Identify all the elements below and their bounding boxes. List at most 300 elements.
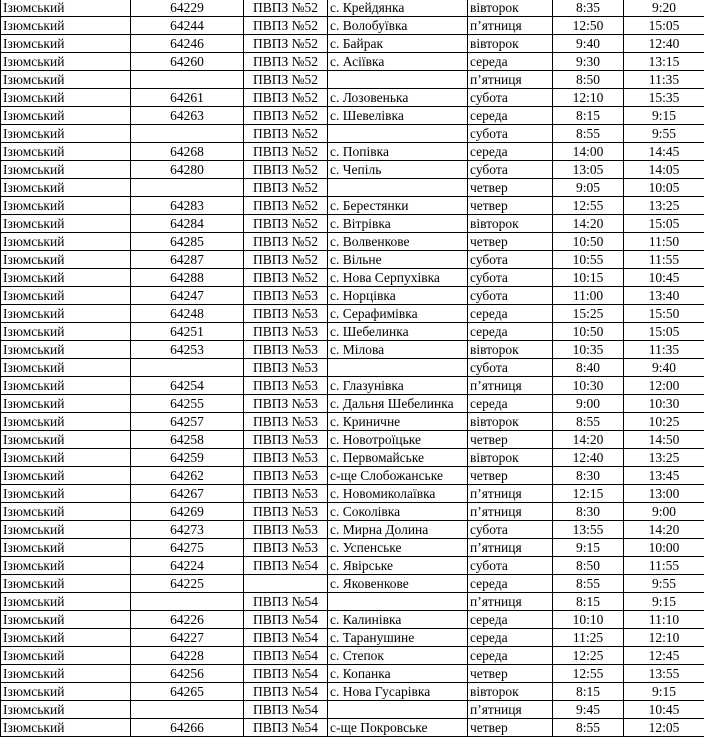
end-time-cell: 12:40 xyxy=(624,35,704,53)
start-time-cell: 10:15 xyxy=(553,269,624,287)
start-time-cell: 12:40 xyxy=(553,449,624,467)
start-time-cell: 8:30 xyxy=(553,503,624,521)
table-row xyxy=(1,53,704,71)
start-time-cell: 10:50 xyxy=(553,323,624,341)
postal-index-cell: 64269 xyxy=(131,503,244,521)
start-time-cell: 8:55 xyxy=(553,413,624,431)
village-cell: с. Попівка xyxy=(328,143,468,161)
table-row xyxy=(1,647,704,665)
start-time-cell: 8:50 xyxy=(553,557,624,575)
postal-index-cell: 64284 xyxy=(131,215,244,233)
office-cell: ПВПЗ №54 xyxy=(244,701,328,719)
start-time-cell: 8:55 xyxy=(553,575,624,593)
village-cell: с. Волвенкове xyxy=(328,233,468,251)
district-cell: Ізюмський xyxy=(1,683,131,701)
village-cell: с. Серафимівка xyxy=(328,305,468,323)
table-row xyxy=(1,413,704,431)
table-row xyxy=(1,629,704,647)
end-time-cell: 15:05 xyxy=(624,17,704,35)
end-time-cell: 12:10 xyxy=(624,629,704,647)
postal-index-cell: 64253 xyxy=(131,341,244,359)
village-cell: с. Берестянки xyxy=(328,197,468,215)
district-cell: Ізюмський xyxy=(1,629,131,647)
end-time-cell: 14:50 xyxy=(624,431,704,449)
weekday-cell: п’ятниця xyxy=(468,485,553,503)
district-cell: Ізюмський xyxy=(1,503,131,521)
start-time-cell: 12:15 xyxy=(553,485,624,503)
table-row xyxy=(1,359,704,377)
postal-index-cell: 64256 xyxy=(131,665,244,683)
district-cell: Ізюмський xyxy=(1,233,131,251)
village-cell: с. Мирна Долина xyxy=(328,521,468,539)
village-cell: с. Нова Гусарівка xyxy=(328,683,468,701)
end-time-cell: 11:55 xyxy=(624,557,704,575)
district-cell: Ізюмський xyxy=(1,17,131,35)
village-cell: с. Вітрівка xyxy=(328,215,468,233)
office-cell: ПВПЗ №52 xyxy=(244,215,328,233)
district-cell: Ізюмський xyxy=(1,413,131,431)
table-row xyxy=(1,431,704,449)
end-time-cell: 9:20 xyxy=(624,0,704,17)
table-row xyxy=(1,521,704,539)
village-cell xyxy=(328,593,468,611)
village-cell: с. Лозовенька xyxy=(328,89,468,107)
table-row xyxy=(1,17,704,35)
start-time-cell: 10:30 xyxy=(553,377,624,395)
end-time-cell: 11:35 xyxy=(624,71,704,89)
postal-index-cell: 64251 xyxy=(131,323,244,341)
postal-index-cell: 64261 xyxy=(131,89,244,107)
office-cell: ПВПЗ №54 xyxy=(244,665,328,683)
office-cell: ПВПЗ №52 xyxy=(244,53,328,71)
end-time-cell: 13:25 xyxy=(624,449,704,467)
weekday-cell: середа xyxy=(468,575,553,593)
postal-index-cell: 64227 xyxy=(131,629,244,647)
postal-index-cell xyxy=(131,701,244,719)
end-time-cell: 9:40 xyxy=(624,359,704,377)
weekday-cell: четвер xyxy=(468,467,553,485)
table-row xyxy=(1,611,704,629)
start-time-cell: 11:00 xyxy=(553,287,624,305)
district-cell: Ізюмський xyxy=(1,359,131,377)
office-cell: ПВПЗ №54 xyxy=(244,557,328,575)
village-cell: с. Норцівка xyxy=(328,287,468,305)
start-time-cell: 9:15 xyxy=(553,539,624,557)
office-cell: ПВПЗ №53 xyxy=(244,413,328,431)
table-row xyxy=(1,269,704,287)
postal-index-cell: 64263 xyxy=(131,107,244,125)
start-time-cell: 10:35 xyxy=(553,341,624,359)
table-row xyxy=(1,665,704,683)
office-cell: ПВПЗ №54 xyxy=(244,593,328,611)
end-time-cell: 13:15 xyxy=(624,53,704,71)
office-cell: ПВПЗ №53 xyxy=(244,305,328,323)
postal-index-cell: 64265 xyxy=(131,683,244,701)
start-time-cell: 12:25 xyxy=(553,647,624,665)
postal-index-cell: 64244 xyxy=(131,17,244,35)
start-time-cell: 9:45 xyxy=(553,701,624,719)
weekday-cell: вівторок xyxy=(468,413,553,431)
village-cell: с. Вільне xyxy=(328,251,468,269)
end-time-cell: 12:00 xyxy=(624,377,704,395)
village-cell: с. Асіївка xyxy=(328,53,468,71)
table-row xyxy=(1,107,704,125)
start-time-cell: 10:10 xyxy=(553,611,624,629)
postal-index-cell: 64247 xyxy=(131,287,244,305)
village-cell: с. Новотроїцьке xyxy=(328,431,468,449)
weekday-cell: вівторок xyxy=(468,683,553,701)
start-time-cell: 9:05 xyxy=(553,179,624,197)
district-cell: Ізюмський xyxy=(1,0,131,17)
end-time-cell: 15:35 xyxy=(624,89,704,107)
district-cell: Ізюмський xyxy=(1,449,131,467)
weekday-cell: субота xyxy=(468,125,553,143)
table-row xyxy=(1,593,704,611)
start-time-cell: 12:55 xyxy=(553,197,624,215)
village-cell: с. Нова Серпухівка xyxy=(328,269,468,287)
start-time-cell: 14:20 xyxy=(553,215,624,233)
office-cell: ПВПЗ №53 xyxy=(244,323,328,341)
weekday-cell: вівторок xyxy=(468,215,553,233)
village-cell: с. Байрак xyxy=(328,35,468,53)
village-cell: с. Таранушине xyxy=(328,629,468,647)
district-cell: Ізюмський xyxy=(1,125,131,143)
village-cell: с. Чепіль xyxy=(328,161,468,179)
postal-index-cell: 64267 xyxy=(131,485,244,503)
village-cell: с. Яковенкове xyxy=(328,575,468,593)
postal-index-cell: 64287 xyxy=(131,251,244,269)
office-cell: ПВПЗ №52 xyxy=(244,269,328,287)
end-time-cell: 12:05 xyxy=(624,719,704,737)
start-time-cell: 8:55 xyxy=(553,125,624,143)
start-time-cell: 8:15 xyxy=(553,683,624,701)
district-cell: Ізюмський xyxy=(1,557,131,575)
office-cell: ПВПЗ №52 xyxy=(244,251,328,269)
postal-index-cell: 64255 xyxy=(131,395,244,413)
table-row xyxy=(1,701,704,719)
weekday-cell: вівторок xyxy=(468,0,553,17)
postal-index-cell xyxy=(131,179,244,197)
village-cell: с-ще Покровське xyxy=(328,719,468,737)
office-cell: ПВПЗ №53 xyxy=(244,539,328,557)
end-time-cell: 9:15 xyxy=(624,107,704,125)
start-time-cell: 12:55 xyxy=(553,665,624,683)
office-cell: ПВПЗ №53 xyxy=(244,485,328,503)
office-cell: ПВПЗ №53 xyxy=(244,431,328,449)
end-time-cell: 10:25 xyxy=(624,413,704,431)
postal-index-cell: 64262 xyxy=(131,467,244,485)
start-time-cell: 8:55 xyxy=(553,719,624,737)
end-time-cell: 14:20 xyxy=(624,521,704,539)
start-time-cell: 12:10 xyxy=(553,89,624,107)
start-time-cell: 8:15 xyxy=(553,107,624,125)
weekday-cell: субота xyxy=(468,161,553,179)
start-time-cell: 12:50 xyxy=(553,17,624,35)
district-cell: Ізюмський xyxy=(1,467,131,485)
district-cell: Ізюмський xyxy=(1,431,131,449)
village-cell: с. Глазунівка xyxy=(328,377,468,395)
village-cell: с. Успенське xyxy=(328,539,468,557)
weekday-cell: вівторок xyxy=(468,35,553,53)
village-cell: с. Шевелівка xyxy=(328,107,468,125)
table-row xyxy=(1,71,704,89)
start-time-cell: 10:55 xyxy=(553,251,624,269)
end-time-cell: 13:55 xyxy=(624,665,704,683)
weekday-cell: вівторок xyxy=(468,449,553,467)
end-time-cell: 10:00 xyxy=(624,539,704,557)
office-cell: ПВПЗ №54 xyxy=(244,647,328,665)
postal-index-cell: 64275 xyxy=(131,539,244,557)
table-row xyxy=(1,161,704,179)
district-cell: Ізюмський xyxy=(1,611,131,629)
weekday-cell: середа xyxy=(468,611,553,629)
start-time-cell: 8:35 xyxy=(553,0,624,17)
office-cell: ПВПЗ №52 xyxy=(244,107,328,125)
office-cell: ПВПЗ №52 xyxy=(244,143,328,161)
district-cell: Ізюмський xyxy=(1,107,131,125)
district-cell: Ізюмський xyxy=(1,251,131,269)
table-row xyxy=(1,575,704,593)
office-cell: ПВПЗ №53 xyxy=(244,395,328,413)
district-cell: Ізюмський xyxy=(1,269,131,287)
village-cell: с. Шебелинка xyxy=(328,323,468,341)
weekday-cell: четвер xyxy=(468,665,553,683)
village-cell: с. Первомайське xyxy=(328,449,468,467)
village-cell: с. Явірське xyxy=(328,557,468,575)
start-time-cell: 9:40 xyxy=(553,35,624,53)
village-cell: с. Волобуївка xyxy=(328,17,468,35)
end-time-cell: 14:05 xyxy=(624,161,704,179)
postal-index-cell xyxy=(131,71,244,89)
end-time-cell: 13:45 xyxy=(624,467,704,485)
postal-index-cell: 64224 xyxy=(131,557,244,575)
office-cell: ПВПЗ №52 xyxy=(244,161,328,179)
weekday-cell: субота xyxy=(468,521,553,539)
office-cell: ПВПЗ №54 xyxy=(244,683,328,701)
district-cell: Ізюмський xyxy=(1,665,131,683)
end-time-cell: 11:50 xyxy=(624,233,704,251)
table-row xyxy=(1,395,704,413)
office-cell: ПВПЗ №53 xyxy=(244,287,328,305)
district-cell: Ізюмський xyxy=(1,395,131,413)
village-cell: с. Дальня Шебелинка xyxy=(328,395,468,413)
office-cell: ПВПЗ №52 xyxy=(244,0,328,17)
end-time-cell: 10:45 xyxy=(624,701,704,719)
weekday-cell: четвер xyxy=(468,431,553,449)
postal-index-cell: 64285 xyxy=(131,233,244,251)
end-time-cell: 9:15 xyxy=(624,683,704,701)
weekday-cell: середа xyxy=(468,53,553,71)
end-time-cell: 13:00 xyxy=(624,485,704,503)
district-cell: Ізюмський xyxy=(1,593,131,611)
table-row xyxy=(1,305,704,323)
start-time-cell: 14:00 xyxy=(553,143,624,161)
end-time-cell: 14:45 xyxy=(624,143,704,161)
weekday-cell: середа xyxy=(468,629,553,647)
weekday-cell: субота xyxy=(468,557,553,575)
table-row xyxy=(1,215,704,233)
weekday-cell: четвер xyxy=(468,719,553,737)
village-cell: с. Копанка xyxy=(328,665,468,683)
district-cell: Ізюмський xyxy=(1,521,131,539)
postal-index-cell xyxy=(131,359,244,377)
village-cell: с. Крейдянка xyxy=(328,0,468,17)
weekday-cell: п’ятниця xyxy=(468,377,553,395)
office-cell: ПВПЗ №53 xyxy=(244,359,328,377)
start-time-cell: 13:05 xyxy=(553,161,624,179)
district-cell: Ізюмський xyxy=(1,179,131,197)
district-cell: Ізюмський xyxy=(1,53,131,71)
district-cell: Ізюмський xyxy=(1,287,131,305)
office-cell: ПВПЗ №52 xyxy=(244,89,328,107)
end-time-cell: 9:55 xyxy=(624,125,704,143)
start-time-cell: 9:30 xyxy=(553,53,624,71)
postal-index-cell: 64266 xyxy=(131,719,244,737)
table-row xyxy=(1,485,704,503)
village-cell: с. Калинівка xyxy=(328,611,468,629)
end-time-cell: 9:55 xyxy=(624,575,704,593)
table-row xyxy=(1,503,704,521)
end-time-cell: 10:30 xyxy=(624,395,704,413)
weekday-cell: середа xyxy=(468,647,553,665)
end-time-cell: 11:35 xyxy=(624,341,704,359)
table-row xyxy=(1,323,704,341)
village-cell: с-ще Слобожанське xyxy=(328,467,468,485)
table-row xyxy=(1,539,704,557)
table-row xyxy=(1,125,704,143)
table-row xyxy=(1,251,704,269)
village-cell: с. Степок xyxy=(328,647,468,665)
end-time-cell: 15:05 xyxy=(624,215,704,233)
weekday-cell: субота xyxy=(468,89,553,107)
postal-index-cell: 64280 xyxy=(131,161,244,179)
district-cell: Ізюмський xyxy=(1,575,131,593)
office-cell: ПВПЗ №54 xyxy=(244,629,328,647)
district-cell: Ізюмський xyxy=(1,197,131,215)
table-row xyxy=(1,89,704,107)
office-cell: ПВПЗ №54 xyxy=(244,719,328,737)
district-cell: Ізюмський xyxy=(1,719,131,737)
end-time-cell: 15:50 xyxy=(624,305,704,323)
postal-index-cell: 64258 xyxy=(131,431,244,449)
postal-index-cell: 64268 xyxy=(131,143,244,161)
table-row xyxy=(1,179,704,197)
end-time-cell: 12:45 xyxy=(624,647,704,665)
start-time-cell: 15:25 xyxy=(553,305,624,323)
end-time-cell: 10:45 xyxy=(624,269,704,287)
district-cell: Ізюмський xyxy=(1,161,131,179)
district-cell: Ізюмський xyxy=(1,305,131,323)
postal-index-cell: 64229 xyxy=(131,0,244,17)
office-cell: ПВПЗ №52 xyxy=(244,197,328,215)
table-row xyxy=(1,233,704,251)
start-time-cell: 8:40 xyxy=(553,359,624,377)
table-row xyxy=(1,287,704,305)
table-row xyxy=(1,377,704,395)
weekday-cell: вівторок xyxy=(468,341,553,359)
weekday-cell: субота xyxy=(468,251,553,269)
postal-index-cell: 64288 xyxy=(131,269,244,287)
end-time-cell: 9:15 xyxy=(624,593,704,611)
end-time-cell: 13:40 xyxy=(624,287,704,305)
table-row xyxy=(1,0,704,17)
weekday-cell: п’ятниця xyxy=(468,701,553,719)
start-time-cell: 8:50 xyxy=(553,71,624,89)
start-time-cell: 8:30 xyxy=(553,467,624,485)
postal-index-cell: 64260 xyxy=(131,53,244,71)
schedule-body xyxy=(1,0,704,737)
office-cell: ПВПЗ №53 xyxy=(244,503,328,521)
weekday-cell: п’ятниця xyxy=(468,503,553,521)
village-cell xyxy=(328,701,468,719)
weekday-cell: субота xyxy=(468,269,553,287)
postal-index-cell xyxy=(131,593,244,611)
office-cell: ПВПЗ №52 xyxy=(244,233,328,251)
postal-index-cell: 64226 xyxy=(131,611,244,629)
weekday-cell: п’ятниця xyxy=(468,71,553,89)
village-cell xyxy=(328,71,468,89)
weekday-cell: четвер xyxy=(468,179,553,197)
district-cell: Ізюмський xyxy=(1,701,131,719)
district-cell: Ізюмський xyxy=(1,341,131,359)
district-cell: Ізюмський xyxy=(1,647,131,665)
start-time-cell: 11:25 xyxy=(553,629,624,647)
village-cell xyxy=(328,179,468,197)
end-time-cell: 10:05 xyxy=(624,179,704,197)
postal-index-cell: 64273 xyxy=(131,521,244,539)
office-cell: ПВПЗ №52 xyxy=(244,125,328,143)
village-cell: с. Соколівка xyxy=(328,503,468,521)
district-cell: Ізюмський xyxy=(1,143,131,161)
office-cell: ПВПЗ №53 xyxy=(244,449,328,467)
postal-index-cell: 64254 xyxy=(131,377,244,395)
start-time-cell: 10:50 xyxy=(553,233,624,251)
postal-index-cell: 64283 xyxy=(131,197,244,215)
end-time-cell: 11:10 xyxy=(624,611,704,629)
weekday-cell: середа xyxy=(468,323,553,341)
postal-index-cell xyxy=(131,125,244,143)
office-cell xyxy=(244,575,328,593)
start-time-cell: 8:15 xyxy=(553,593,624,611)
office-cell: ПВПЗ №53 xyxy=(244,467,328,485)
postal-index-cell: 64228 xyxy=(131,647,244,665)
table-row xyxy=(1,341,704,359)
weekday-cell: середа xyxy=(468,107,553,125)
table-row xyxy=(1,719,704,737)
district-cell: Ізюмський xyxy=(1,539,131,557)
weekday-cell: субота xyxy=(468,287,553,305)
district-cell: Ізюмський xyxy=(1,71,131,89)
table-row xyxy=(1,35,704,53)
district-cell: Ізюмський xyxy=(1,215,131,233)
village-cell: с. Мілова xyxy=(328,341,468,359)
district-cell: Ізюмський xyxy=(1,323,131,341)
start-time-cell: 9:00 xyxy=(553,395,624,413)
office-cell: ПВПЗ №53 xyxy=(244,341,328,359)
office-cell: ПВПЗ №52 xyxy=(244,35,328,53)
weekday-cell: п’ятниця xyxy=(468,593,553,611)
office-cell: ПВПЗ №52 xyxy=(244,179,328,197)
end-time-cell: 9:00 xyxy=(624,503,704,521)
weekday-cell: середа xyxy=(468,143,553,161)
weekday-cell: п’ятниця xyxy=(468,539,553,557)
postal-index-cell: 64257 xyxy=(131,413,244,431)
weekday-cell: п’ятниця xyxy=(468,17,553,35)
weekday-cell: середа xyxy=(468,305,553,323)
start-time-cell: 14:20 xyxy=(553,431,624,449)
district-cell: Ізюмський xyxy=(1,89,131,107)
end-time-cell: 11:55 xyxy=(624,251,704,269)
